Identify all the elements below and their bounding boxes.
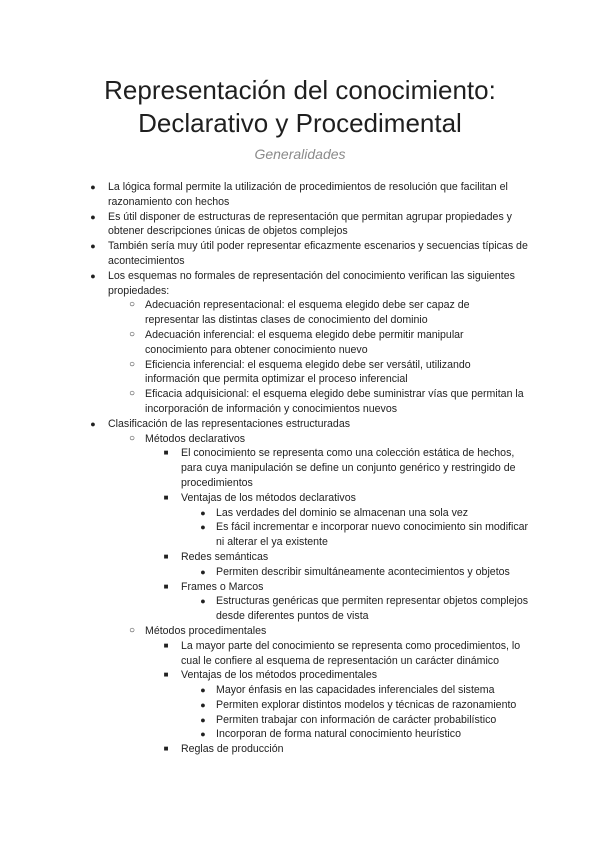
list-item-text: Adecuación representacional: el esquema elegido debe ser capaz de representar las distintas clases de conocimiento del dominio <box>145 299 470 327</box>
list-item-text: Frames o Marcos <box>181 580 264 593</box>
filled-circle-bullet-icon: ● <box>90 182 96 192</box>
list-item <box>0 180 528 210</box>
square-bullet-icon: ■ <box>163 581 169 591</box>
list-item <box>0 550 531 565</box>
square-bullet-icon: ■ <box>163 670 169 680</box>
list-item <box>0 358 525 388</box>
filled-circle-bullet-icon: ● <box>200 685 206 696</box>
hollow-circle-bullet-icon: ○ <box>128 358 136 370</box>
bullet-list <box>0 180 600 757</box>
filled-circle-bullet-icon: ● <box>200 522 206 533</box>
list-item-text: Estructuras genéricas que permiten representar objetos complejos desde diferentes puntos de vista <box>216 595 529 623</box>
square-bullet-icon: ■ <box>163 448 169 458</box>
list-item-text: Métodos declarativos <box>145 432 246 445</box>
hollow-circle-bullet-icon: ○ <box>128 328 136 340</box>
square-bullet-icon: ■ <box>163 551 169 561</box>
list-item-text: La mayor parte del conocimiento se representa como procedimientos, lo cual le confiere al esquema de representación un carácter dinámico <box>181 639 521 667</box>
list-item-text: Permiten describir simultáneamente acontecimientos y objetos <box>216 565 510 578</box>
title-line-1: Representación del conocimiento: <box>104 75 496 105</box>
list-item <box>0 727 531 742</box>
hollow-circle-bullet-icon: ○ <box>128 624 136 636</box>
list-item <box>0 683 531 698</box>
list-item <box>0 713 531 728</box>
filled-circle-bullet-icon: ● <box>200 566 206 577</box>
square-bullet-icon: ■ <box>163 492 169 502</box>
list-item-text: Permiten explorar distintos modelos y técnicas de razonamiento <box>216 698 517 711</box>
list-item <box>0 491 531 506</box>
list-item-text: Incorporan de forma natural conocimiento heurístico <box>216 728 461 741</box>
list-item <box>0 328 525 358</box>
list-item-text: El conocimiento se representa como una colección estática de hechos, para cuya manipulación se define un conjunto genérico y restringido de procedimientos <box>181 447 516 489</box>
list-item-text: Eficacia adquisicional: el esquema elegido debe suministrar vías que permitan la incorporación de información y conocimientos nuevos <box>145 388 524 415</box>
list-item <box>0 668 531 683</box>
filled-circle-bullet-icon: ● <box>200 699 206 710</box>
list-item-text: Mayor énfasis en las capacidades inferenciales del sistema <box>216 684 495 697</box>
list-item <box>0 210 528 240</box>
list-item-text: Los esquemas no formales de representación del conocimiento verifican las siguientes propiedades: <box>108 269 515 297</box>
hollow-circle-bullet-icon: ○ <box>128 388 136 400</box>
page-title <box>0 74 600 140</box>
list-item-text: Adecuación inferencial: el esquema elegido debe permitir manipular conocimiento para obtener conocimiento nuevo <box>145 328 464 356</box>
list-item <box>0 742 531 757</box>
list-item <box>0 520 531 550</box>
list-item <box>0 387 525 417</box>
title-line-2: Declarativo y Procedimental <box>138 108 462 138</box>
list-item <box>0 269 528 299</box>
list-item-text: Eficiencia inferencial: el esquema elegido debe ser versátil, utilizando información que permita optimizar el proceso inferencial <box>145 358 471 386</box>
list-item <box>0 298 525 328</box>
filled-circle-bullet-icon: ● <box>90 418 96 429</box>
list-item <box>0 506 531 521</box>
page-subtitle: Generalidades <box>254 146 346 162</box>
list-item <box>0 565 531 580</box>
list-item-text: Métodos procedimentales <box>145 624 267 637</box>
hollow-circle-bullet-icon: ○ <box>128 299 136 311</box>
list-item <box>0 698 531 713</box>
list-item <box>0 446 531 490</box>
filled-circle-bullet-icon: ● <box>90 211 96 222</box>
list-item-text: Ventajas de los métodos procedimentales <box>181 669 378 682</box>
list-item <box>0 639 531 669</box>
list-item <box>0 580 531 595</box>
hollow-circle-bullet-icon: ○ <box>128 432 136 444</box>
list-item-text: Es útil disponer de estructuras de representación que permitan agrupar propiedades y obtener descripciones únicas de objetos complejos <box>108 210 512 238</box>
list-item <box>0 432 525 447</box>
list-item-text: Permiten trabajar con información de carácter probabilístico <box>216 713 497 726</box>
filled-circle-bullet-icon: ● <box>200 729 206 740</box>
list-item-text: Reglas de producción <box>181 743 284 756</box>
list-item-text: La lógica formal permite la utilización de procedimientos de resolución que facilitan el razonamiento con hechos <box>108 181 508 208</box>
filled-circle-bullet-icon: ● <box>90 241 96 252</box>
filled-circle-bullet-icon: ● <box>200 596 206 607</box>
list-item-text: Es fácil incrementar e incorporar nuevo conocimiento sin modificar ni alterar el ya existente <box>216 521 529 549</box>
list-item <box>0 594 531 624</box>
list-item <box>0 417 528 432</box>
filled-circle-bullet-icon: ● <box>90 270 96 281</box>
filled-circle-bullet-icon: ● <box>200 507 206 518</box>
square-bullet-icon: ■ <box>163 744 169 754</box>
list-item-text: También sería muy útil poder representar eficazmente escenarios y secuencias típicas de acontecimientos <box>108 240 528 267</box>
list-item-text: Redes semánticas <box>181 550 269 563</box>
list-item <box>0 624 525 639</box>
square-bullet-icon: ■ <box>163 640 169 650</box>
list-item-text: Las verdades del dominio se almacenan una sola vez <box>216 506 469 519</box>
list-item <box>0 239 528 269</box>
list-item-text: Clasificación de las representaciones estructuradas <box>108 417 351 430</box>
filled-circle-bullet-icon: ● <box>200 714 206 725</box>
list-item-text: Ventajas de los métodos declarativos <box>181 491 356 504</box>
